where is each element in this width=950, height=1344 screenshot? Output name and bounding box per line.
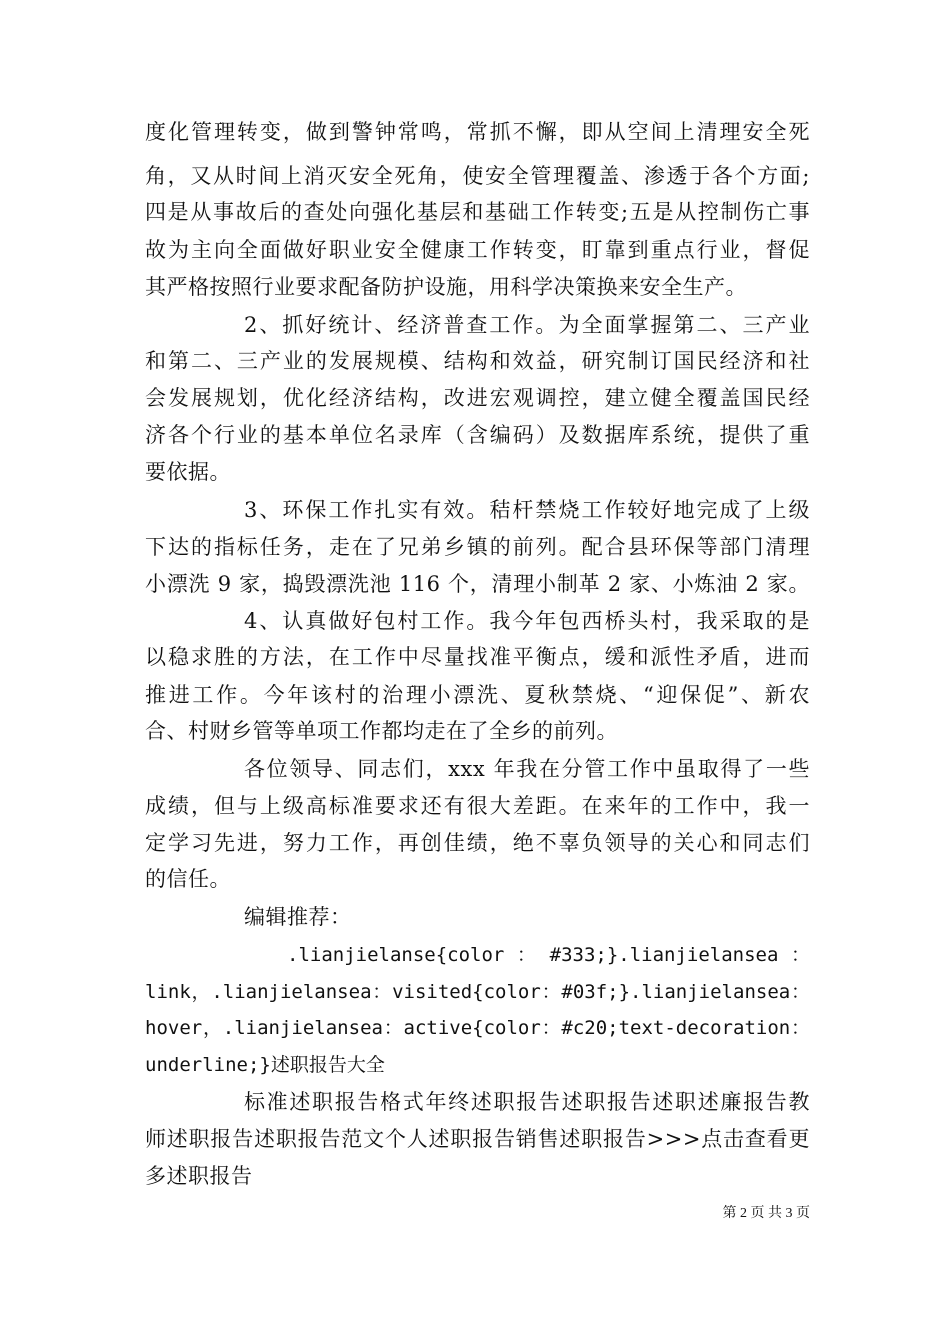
text-line: 下达的指标任务，走在了兄弟乡镇的前列。配合县环保等部门清理: [145, 535, 810, 559]
text-line: 济各个行业的基本单位名录库（含编码）及数据库系统，提供了重: [145, 423, 810, 447]
page-number: 第 2 页 共 3 页: [722, 1206, 810, 1221]
paragraph-start-line: 3、环保工作扎实有效。秸杆禁烧工作较好地完成了上级: [244, 498, 810, 522]
text-line: 故为主向全面做好职业安全健康工作转变，盯靠到重点行业，督促: [145, 238, 810, 262]
related-links-line[interactable]: 师述职报告述职报告范文个人述职报告销售述职报告>>>点击查看更: [145, 1127, 810, 1151]
paragraph-start-line: 2、抓好统计、经济普查工作。为全面掌握第二、三产业: [244, 313, 810, 337]
text-line: 合、村财乡管等单项工作都均走在了全乡的前列。: [145, 719, 618, 743]
paragraph-start-line: 各位领导、同志们，xxx 年我在分管工作中虽取得了一些: [244, 757, 810, 781]
text-line: 四是从事故后的查处向强化基层和基础工作转变;五是从控制伤亡事: [145, 200, 810, 224]
text-line: 成绩，但与上级高标准要求还有很大差距。在来年的工作中，我一: [145, 794, 810, 818]
text-line: 度化管理转变，做到警钟常鸣，常抓不懈，即从空间上清理安全死: [145, 120, 810, 144]
paragraph-start-line: 4、认真做好包村工作。我今年包西桥头村，我采取的是: [244, 609, 810, 633]
text-line: 的信任。: [145, 867, 231, 891]
related-links-line[interactable]: 多述职报告: [145, 1164, 253, 1188]
related-links-line[interactable]: 标准述职报告格式年终述职报告述职报告述职述廉报告教: [244, 1090, 810, 1114]
code-line: link，.lianjielansea：visited{color：#03f;}.lianjielansea：: [145, 981, 810, 1003]
code-line: .lianjielanse{color ： #333;}.lianjielansea ：: [287, 944, 810, 966]
text-line: 定学习先进，努力工作，再创佳绩，绝不辜负领导的关心和同志们: [145, 831, 810, 855]
text-line: 和第二、三产业的发展规模、结构和效益，研究制订国民经济和社: [145, 349, 810, 373]
text-line: 会发展规划，优化经济结构，改进宏观调控，建立健全覆盖国民经: [145, 386, 810, 410]
text-line: 小漂洗 9 家，捣毁漂洗池 116 个，清理小制革 2 家、小炼油 2 家。: [145, 572, 810, 596]
text-line: 其严格按照行业要求配备防护设施，用科学决策换来安全生产。: [145, 275, 747, 299]
text-line: 要依据。: [145, 460, 231, 484]
editor-recommend-heading: 编辑推荐：: [244, 905, 352, 929]
code-line: hover，.lianjielansea：active{color：#c20;text-decoration：: [145, 1017, 810, 1039]
text-line: 以稳求胜的方法，在工作中尽量找准平衡点，缓和派性矛盾，进而: [145, 645, 810, 669]
text-line: 角，又从时间上消灭安全死角，使安全管理覆盖、渗透于各个方面;: [145, 164, 810, 188]
text-line: 推进工作。今年该村的治理小漂洗、夏秋禁烧、“迎保促”、新农: [145, 683, 810, 707]
code-line: underline;}述职报告大全: [145, 1054, 385, 1076]
